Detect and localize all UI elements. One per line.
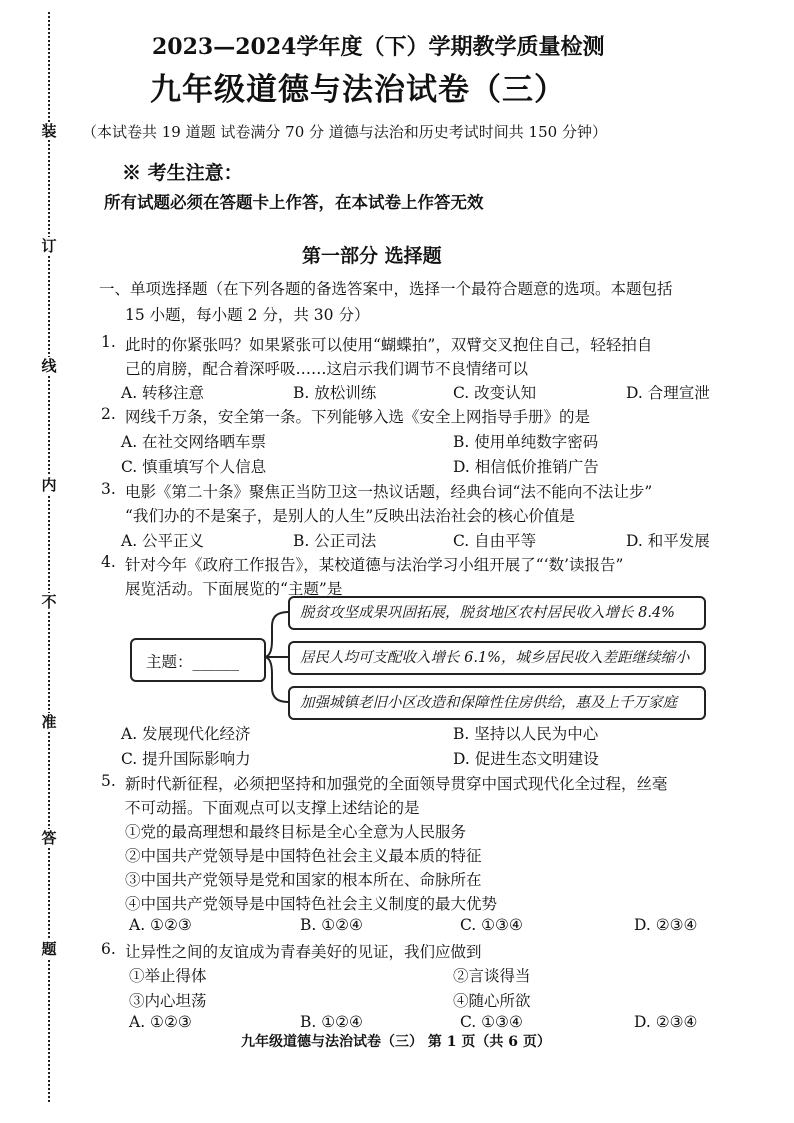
option-d: D. 和平发展 <box>626 532 710 550</box>
question-text: 不可动摇。下面观点可以支撑上述结论的是 <box>125 799 420 817</box>
exam-term-title: 2023—2024学年度（下）学期教学质量检测 <box>152 34 605 60</box>
option-b: B. ①②④ <box>300 916 363 934</box>
binding-char: 内 <box>41 476 57 494</box>
option-b: B. 使用单纯数字密码 <box>453 433 599 451</box>
notice-body: 所有试题必须在答题卡上作答，在本试卷上作答无效 <box>104 193 484 212</box>
question-text: 新时代新征程，必须把坚持和加强党的全面领导贯穿中国式现代化全过程，丝毫 <box>125 775 668 793</box>
question-text: “我们办的不是案子，是别人的人生”反映出法治社会的核心价值是 <box>125 507 575 525</box>
question-text: 让异性之间的友谊成为青春美好的见证，我们应做到 <box>125 943 482 961</box>
question-number: 2. <box>101 405 116 423</box>
exhibit-note: 加强城镇老旧小区改造和保障性住房供给，惠及上千万家庭 <box>288 686 706 720</box>
question-text: 电影《第二十条》聚焦正当防卫这一热议话题，经典台词“法不能向不法让步” <box>125 483 653 501</box>
option-a: A. 转移注意 <box>121 384 205 402</box>
statement-item: ②中国共产党领导是中国特色社会主义最本质的特征 <box>125 847 482 865</box>
option-c: C. ①③④ <box>460 1013 523 1031</box>
option-a: A. 发展现代化经济 <box>121 725 251 743</box>
part-title: 第一部分 选择题 <box>302 245 442 267</box>
question-number: 4. <box>101 553 116 571</box>
binding-char: 答 <box>41 829 57 847</box>
page-footer: 九年级道德与法治试卷（三） 第 1 页（共 6 页） <box>241 1034 551 1050</box>
statement-item: ③内心坦荡 <box>129 992 207 1010</box>
question-number: 5. <box>101 772 116 790</box>
statement-item: ④随心所欲 <box>453 992 531 1010</box>
question-text: 针对今年《政府工作报告》，某校道德与法治学习小组开展了“‘数’读报告” <box>125 556 624 574</box>
option-d: D. ②③④ <box>634 916 698 934</box>
option-c: C. ①③④ <box>460 916 523 934</box>
question-text: 网线千万条，安全第一条。下列能够入选《安全上网指导手册》的是 <box>125 408 591 426</box>
question-text: 此时的你紧张吗？如果紧张可以使用“蝴蝶拍”，双臂交叉抱住自己，轻轻拍自 <box>125 336 653 354</box>
binding-char: 装 <box>41 122 57 140</box>
option-c: C. 自由平等 <box>453 532 537 550</box>
question-number: 3. <box>101 480 116 498</box>
notice-title: ※ 考生注意： <box>122 162 243 184</box>
option-a: A. 公平正义 <box>121 532 205 550</box>
section-instruction: 15 小题，每小题 2 分，共 30 分） <box>125 306 370 324</box>
option-d: D. 相信低价推销广告 <box>453 458 599 476</box>
question-number: 1. <box>101 333 116 351</box>
statement-item: ④中国共产党领导是中国特色社会主义制度的最大优势 <box>125 895 498 913</box>
exhibit-note: 居民人均可支配收入增长 6.1%，城乡居民收入差距继续缩小 <box>288 641 706 675</box>
option-a: A. ①②③ <box>129 916 192 934</box>
option-b: B. ①②④ <box>300 1013 363 1031</box>
option-c: C. 慎重填写个人信息 <box>121 458 267 476</box>
exhibit-note: 脱贫攻坚成果巩固拓展，脱贫地区农村居民收入增长 8.4% <box>288 596 706 630</box>
theme-label: 主题：______ <box>146 653 240 671</box>
question-number: 6. <box>101 940 116 958</box>
question-text: 展览活动。下面展览的“主题”是 <box>125 580 343 598</box>
binding-char: 题 <box>41 940 57 958</box>
binding-char: 线 <box>41 357 57 375</box>
question-text: 己的肩膀，配合着深呼吸……这启示我们调节不良情绪可以 <box>125 360 529 378</box>
statement-item: ②言谈得当 <box>453 967 531 985</box>
binding-char: 准 <box>41 713 57 731</box>
option-c: C. 改变认知 <box>453 384 537 402</box>
option-b: B. 放松训练 <box>293 384 377 402</box>
statement-item: ③中国共产党领导是党和国家的根本所在、命脉所在 <box>125 871 482 889</box>
option-c: C. 提升国际影响力 <box>121 750 251 768</box>
binding-char: 订 <box>41 237 57 255</box>
option-d: D. 合理宣泄 <box>626 384 710 402</box>
option-d: D. ②③④ <box>634 1013 698 1031</box>
option-b: B. 公正司法 <box>293 532 377 550</box>
exam-info: （本试卷共 19 道题 试卷满分 70 分 道德与法治和历史考试时间共 150 分钟） <box>82 123 607 141</box>
option-a: A. 在社交网络晒车票 <box>121 433 267 451</box>
statement-item: ①党的最高理想和最终目标是全心全意为人民服务 <box>125 823 467 841</box>
binding-char: 不 <box>41 593 57 611</box>
section-instruction: 一、单项选择题（在下列各题的备选答案中，选择一个最符合题意的选项。本题包括 <box>99 280 673 298</box>
exam-paper-title: 九年级道德与法治试卷（三） <box>150 72 566 108</box>
statement-item: ①举止得体 <box>129 967 207 985</box>
option-a: A. ①②③ <box>129 1013 192 1031</box>
option-d: D. 促进生态文明建设 <box>453 750 599 768</box>
option-b: B. 坚持以人民为中心 <box>453 725 599 743</box>
